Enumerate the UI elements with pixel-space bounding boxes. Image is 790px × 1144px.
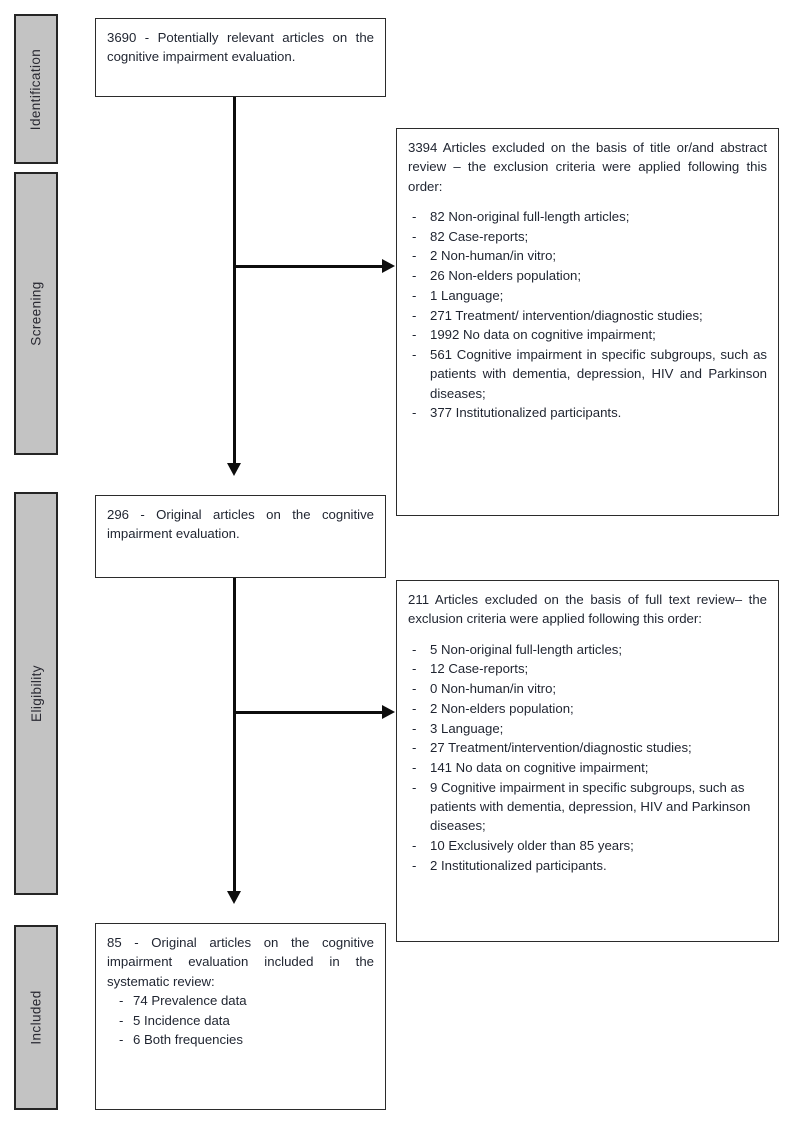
node-records-identified-text: 3690 - Potentially relevant articles on the cognitive impairment evaluation. bbox=[107, 30, 374, 65]
list-item: - 3 Language; bbox=[408, 719, 767, 738]
list-item: - 561 Cognitive impairment in specific subgroups, such as patients with dementia, depression, HIV and Parkinson diseases; bbox=[408, 345, 767, 403]
list-item: - 6 Both frequencies bbox=[107, 1030, 374, 1049]
list-item: - 2 Non-human/in vitro; bbox=[408, 246, 767, 265]
arrow-down-to-included-box bbox=[227, 891, 241, 904]
node-records-screened-text: 296 - Original articles on the cognitive impairment evaluation. bbox=[107, 507, 374, 542]
stage-band-eligibility bbox=[14, 492, 58, 895]
node-excluded-title-abstract bbox=[396, 128, 779, 516]
list-item: - 1992 No data on cognitive impairment; bbox=[408, 325, 767, 344]
node-excluded-full-text bbox=[396, 580, 779, 942]
heading-list-spacer bbox=[408, 629, 767, 640]
list-item: - 82 Non-original full-length articles; bbox=[408, 207, 767, 226]
list-item: - 27 Treatment/intervention/diagnostic studies; bbox=[408, 738, 767, 757]
list-item: - 0 Non-human/in vitro; bbox=[408, 679, 767, 698]
list-item: - 141 No data on cognitive impairment; bbox=[408, 758, 767, 777]
node-studies-included bbox=[95, 923, 386, 1110]
node-records-screened bbox=[95, 495, 386, 578]
arrow-down-to-screened-box bbox=[227, 463, 241, 476]
list-item: - 5 Non-original full-length articles; bbox=[408, 640, 767, 659]
included-breakdown-list bbox=[107, 991, 374, 1050]
node-excluded-full-text-heading: 211 Articles excluded on the basis of full text review– the exclusion criteria were applied following this order: bbox=[408, 592, 767, 627]
excluded-full-text-reason-list bbox=[408, 640, 767, 876]
stage-band-screening bbox=[14, 172, 58, 455]
stage-label-screening: Screening bbox=[28, 281, 44, 346]
node-studies-included-text: 85 - Original articles on the cognitive impairment evaluation included in the systematic review: bbox=[107, 935, 374, 989]
excluded-title-abstract-reason-list bbox=[408, 207, 767, 423]
node-records-identified bbox=[95, 18, 386, 97]
list-item: - 74 Prevalence data bbox=[107, 991, 374, 1010]
list-item: - 377 Institutionalized participants. bbox=[408, 403, 767, 422]
connector-identification-to-screening bbox=[233, 97, 236, 465]
list-item: - 5 Incidence data bbox=[107, 1011, 374, 1030]
list-item: - 2 Non-elders population; bbox=[408, 699, 767, 718]
list-item: - 12 Case-reports; bbox=[408, 659, 767, 678]
list-item: - 26 Non-elders population; bbox=[408, 266, 767, 285]
stage-band-included bbox=[14, 925, 58, 1110]
connector-to-excluded-full-text bbox=[233, 711, 383, 714]
list-item: - 82 Case-reports; bbox=[408, 227, 767, 246]
list-item: - 1 Language; bbox=[408, 286, 767, 305]
stage-label-eligibility: Eligibility bbox=[28, 665, 44, 722]
list-item: - 271 Treatment/ intervention/diagnostic studies; bbox=[408, 306, 767, 325]
connector-screening-to-included bbox=[233, 578, 236, 893]
list-item: - 9 Cognitive impairment in specific subgroups, such as patients with dementia, depression, HIV and Parkinson diseases; bbox=[408, 778, 767, 836]
node-excluded-title-abstract-heading: 3394 Articles excluded on the basis of title or/and abstract review – the exclusion criteria were applied following this order: bbox=[408, 140, 767, 194]
list-item: - 10 Exclusively older than 85 years; bbox=[408, 836, 767, 855]
stage-band-identification bbox=[14, 14, 58, 164]
stage-label-identification: Identification bbox=[28, 48, 44, 130]
arrow-right-to-excluded-full-text bbox=[382, 705, 395, 719]
heading-list-spacer bbox=[408, 196, 767, 207]
stage-label-included: Included bbox=[28, 990, 44, 1045]
list-item: - 2 Institutionalized participants. bbox=[408, 856, 767, 875]
arrow-right-to-excluded-title-abstract bbox=[382, 259, 395, 273]
connector-to-excluded-title-abstract bbox=[233, 265, 383, 268]
